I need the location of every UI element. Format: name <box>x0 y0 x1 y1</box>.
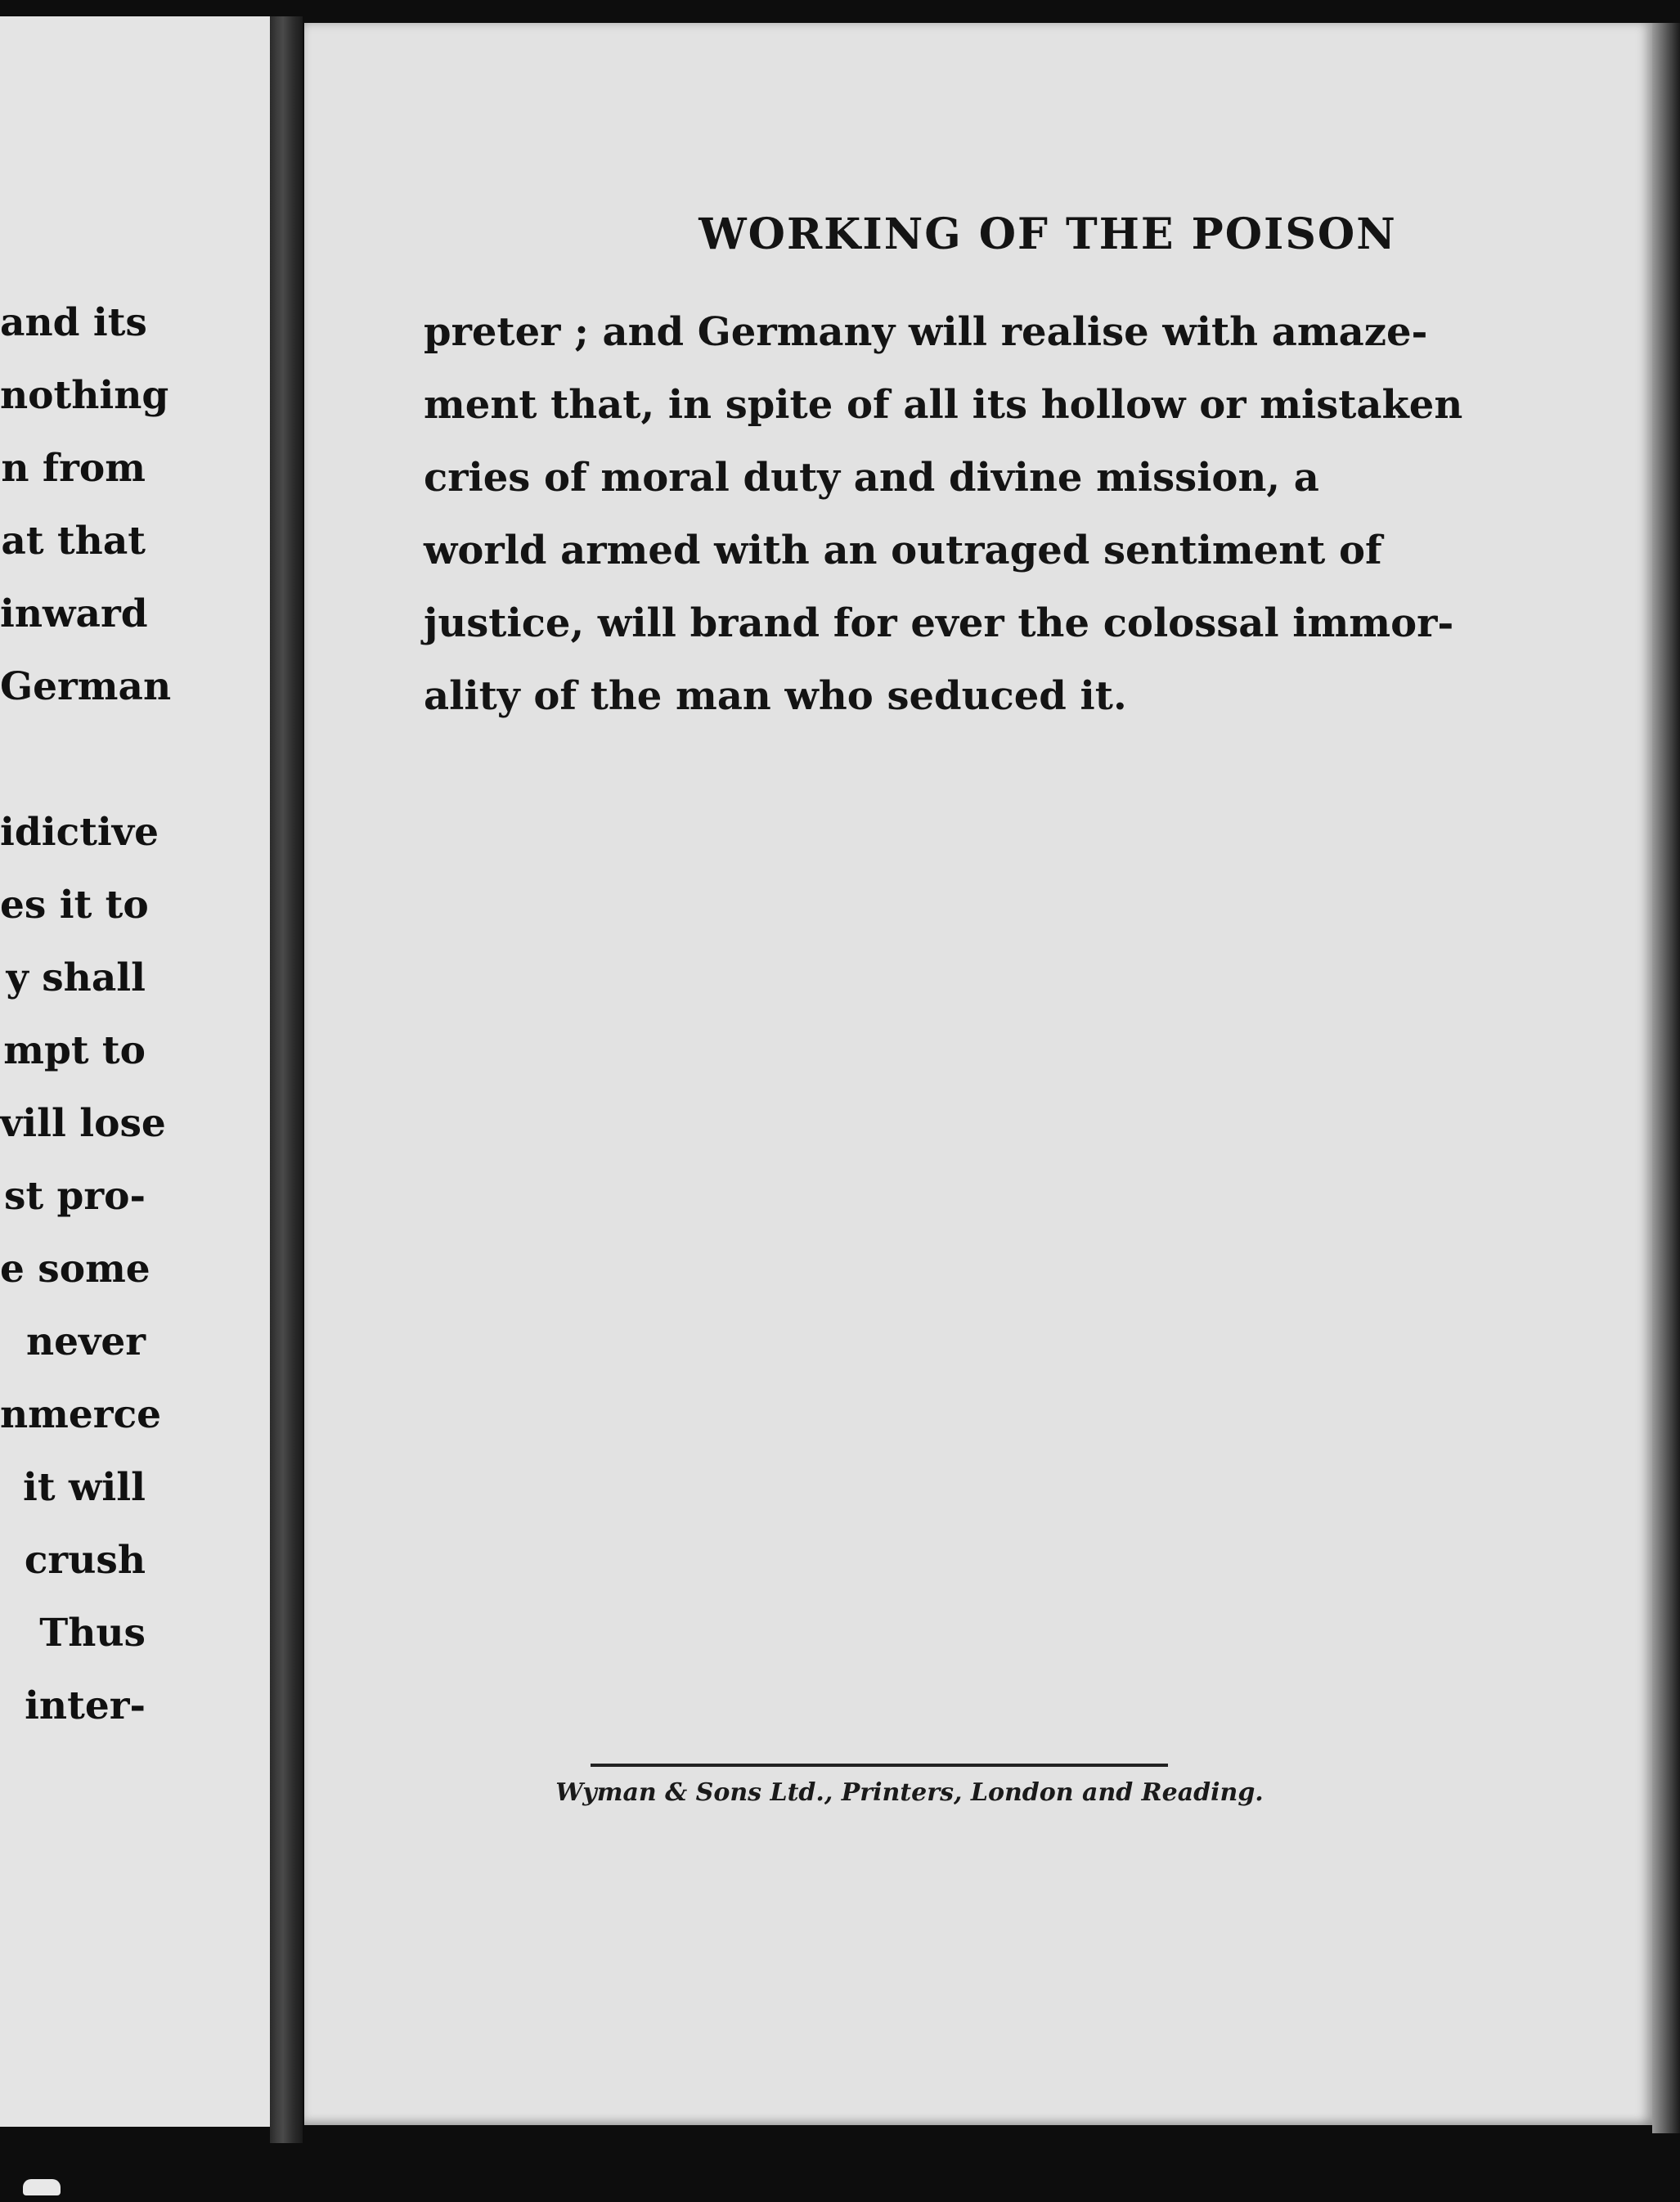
left-line: at that <box>1 519 146 564</box>
left-line: nmerce <box>0 1392 162 1437</box>
left-line: vill lose <box>0 1101 166 1146</box>
running-head: WORKING OF THE POISON <box>699 209 1397 259</box>
left-line: y shall <box>6 955 146 1000</box>
book-spine <box>270 16 303 2143</box>
left-line: es it to <box>0 883 149 928</box>
left-line: n from <box>1 446 146 491</box>
text-line: justice, will brand for ever the colossal immor- <box>424 600 1454 646</box>
body-paragraph <box>424 296 1667 733</box>
left-line: it will <box>23 1465 146 1510</box>
left-line: crush <box>24 1538 146 1583</box>
left-page-text <box>0 286 172 1742</box>
text-line: cries of moral duty and divine mission, a <box>424 455 1319 501</box>
left-line: and its <box>0 300 147 345</box>
left-line: German <box>0 664 172 709</box>
left-page-fragment <box>0 16 270 2127</box>
imprint-rule <box>591 1764 1168 1767</box>
scan-artifact <box>23 2179 61 2195</box>
printer-imprint: Wyman & Sons Ltd., Printers, London and Reading. <box>555 1778 1264 1807</box>
left-line: inward <box>0 591 148 636</box>
left-line: st pro- <box>3 1174 146 1219</box>
right-page <box>304 23 1652 2125</box>
left-line: idictive <box>0 810 159 855</box>
left-line: never <box>25 1319 146 1364</box>
left-line: inter- <box>25 1683 146 1728</box>
left-line: mpt to <box>3 1028 146 1073</box>
left-line: nothing <box>0 373 169 418</box>
text-line: world armed with an outraged sentiment of <box>424 528 1382 573</box>
left-line: e some <box>0 1247 150 1292</box>
text-line: ality of the man who seduced it. <box>424 673 1127 719</box>
left-line: Thus <box>39 1611 146 1656</box>
page-edge-shadow <box>1652 23 1680 2133</box>
text-line: ment that, in spite of all its hollow or mistaken <box>424 382 1463 428</box>
left-paragraph-gap <box>0 723 146 796</box>
text-line: preter ; and Germany will realise with amaze- <box>424 309 1428 355</box>
